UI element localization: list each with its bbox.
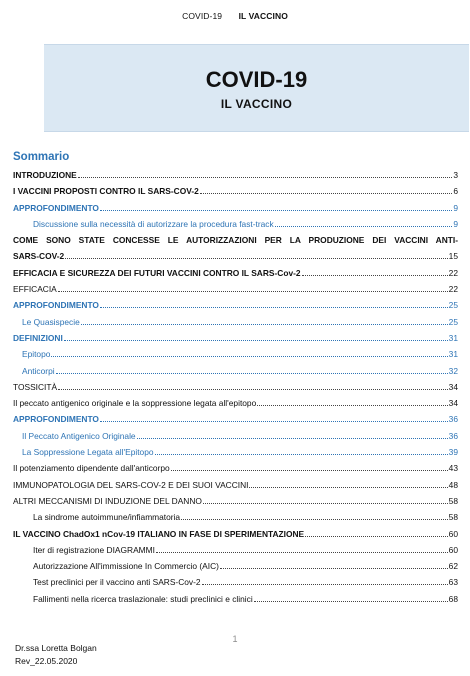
toc-entry-page: 60: [448, 544, 458, 555]
toc-entry-page: 31: [448, 332, 458, 343]
toc-leader-dots: [257, 396, 447, 406]
toc-entry[interactable]: [13, 411, 458, 427]
toc-leader-dots: [100, 298, 448, 308]
toc-entry-page: 34: [448, 398, 458, 409]
table-of-contents: [13, 167, 458, 607]
toc-entry-label: Test preclinici per il vaccino anti SARS-Cov-2: [33, 577, 201, 588]
toc-entry-page: 62: [448, 561, 458, 572]
toc-entry-label: DEFINIZIONI: [13, 332, 63, 343]
toc-entry[interactable]: [13, 444, 458, 460]
toc-entry[interactable]: [13, 558, 458, 574]
toc-entry[interactable]: [13, 477, 458, 493]
footer: [15, 642, 97, 668]
toc-leader-dots: [56, 364, 448, 374]
toc-leader-dots: [200, 184, 453, 194]
toc-entry-label: ALTRI MECCANISMI DI INDUZIONE DEL DANNO: [13, 495, 202, 506]
toc-entry[interactable]: [13, 428, 458, 444]
toc-entry-page: 43: [448, 463, 458, 474]
toc-entry[interactable]: [13, 493, 458, 509]
toc-entry-label: EFFICACIA E SICUREZZA DEI FUTURI VACCINI CONTRO IL SARS-Cov-2: [13, 267, 301, 278]
document-title: COVID-19: [205, 67, 308, 92]
toc-leader-dots: [156, 543, 448, 553]
toc-entry[interactable]: [13, 314, 458, 330]
toc-leader-dots: [220, 559, 448, 569]
toc-entry-label: EFFICACIA: [13, 284, 57, 295]
toc-entry[interactable]: [13, 216, 458, 232]
toc-entry-label: TOSSICITÀ: [13, 381, 58, 392]
toc-entry-label: APPROFONDIMENTO: [13, 414, 99, 425]
toc-entry-page: 39: [448, 447, 458, 458]
toc-entry-page: 31: [448, 349, 458, 360]
toc-leader-dots: [171, 461, 448, 471]
toc-entry-page: 63: [448, 577, 458, 588]
toc-entry[interactable]: [13, 591, 458, 607]
toc-entry[interactable]: [13, 265, 458, 281]
document-subtitle: IL VACCINO: [220, 97, 293, 111]
toc-entry-page: 36: [448, 414, 458, 425]
toc-entry[interactable]: [13, 526, 458, 542]
toc-heading: Sommario: [13, 151, 70, 163]
toc-entry[interactable]: [13, 167, 458, 183]
toc-entry-page: 25: [448, 300, 458, 311]
toc-entry-label: Epitopo: [22, 349, 51, 360]
toc-entry-label: Fallimenti nella ricerca traslazionale: studi preclinici e clinici: [33, 593, 253, 604]
toc-leader-dots: [64, 331, 448, 341]
toc-entry-label-line2: SARS-COV-2: [13, 251, 65, 262]
toc-entry-page: 68: [448, 593, 458, 604]
toc-leader-dots: [58, 282, 448, 292]
toc-entry-page: 22: [448, 267, 458, 278]
toc-entry[interactable]: [13, 542, 458, 558]
toc-leader-dots: [100, 412, 448, 422]
toc-entry-label: Il peccato antigenico originale e la soppressione legata all'epitopo: [13, 398, 257, 409]
toc-entry-label: INTRODUZIONE: [13, 170, 77, 180]
toc-entry[interactable]: [13, 297, 458, 313]
toc-entry[interactable]: [13, 395, 458, 411]
page-number: 1: [232, 634, 238, 644]
toc-leader-dots: [65, 249, 447, 259]
header-left-text: COVID-19: [182, 11, 223, 21]
toc-entry-label: La Soppressione Legata all'Epitopo: [22, 447, 154, 458]
toc-entry-page: 36: [448, 430, 458, 441]
toc-entry-label: Le Quasispecie: [22, 316, 80, 327]
toc-leader-dots: [137, 429, 448, 439]
toc-entry[interactable]: [13, 346, 458, 362]
toc-leader-dots: [51, 347, 447, 357]
toc-leader-dots: [249, 478, 447, 488]
toc-leader-dots: [155, 445, 448, 455]
toc-leader-dots: [202, 575, 448, 585]
toc-entry-label: I VACCINI PROPOSTI CONTRO IL SARS-COV-2: [13, 186, 199, 197]
toc-entry[interactable]: [13, 379, 458, 395]
toc-entry-page: 6: [453, 186, 458, 197]
toc-entry-page: 3: [453, 170, 458, 180]
toc-entry-label: IMMUNOPATOLOGIA DEL SARS-COV-2 E DEI SUOI VACCINI: [13, 479, 249, 490]
toc-entry-page: 58: [448, 495, 458, 506]
toc-leader-dots: [181, 510, 448, 520]
toc-entry-page: 15: [448, 251, 458, 262]
running-header: [0, 11, 470, 21]
toc-entry[interactable]: [13, 574, 458, 590]
toc-entry-label: IL VACCINO ChadOx1 nCov-19 ITALIANO IN FASE DI SPERIMENTAZIONE: [13, 528, 305, 539]
toc-entry-label: Anticorpi: [22, 365, 55, 376]
toc-entry-page: 9: [453, 202, 458, 213]
toc-leader-dots: [302, 266, 448, 276]
toc-entry-label: APPROFONDIMENTO: [13, 202, 99, 213]
toc-entry[interactable]: [13, 330, 458, 346]
toc-leader-dots: [100, 201, 452, 211]
toc-entry-label: Iter di registrazione DIAGRAMMI: [33, 544, 155, 555]
toc-entry-page: 34: [448, 381, 458, 392]
toc-leader-dots: [275, 217, 453, 227]
toc-entry-page: 60: [448, 528, 458, 539]
toc-entry[interactable]: [13, 200, 458, 216]
footer-revision: Rev_22.05.2020: [15, 656, 78, 666]
toc-entry-page: 9: [453, 218, 458, 229]
toc-leader-dots: [78, 168, 453, 178]
toc-leader-dots: [58, 380, 448, 390]
toc-entry-label-line1: COME SONO STATE CONCESSE LE AUTORIZZAZIONI PER LA PRODUZIONE DEI VACCINI ANTI-: [13, 235, 458, 246]
toc-entry-label: La sindrome autoimmune/infiammatoria: [33, 512, 181, 523]
toc-leader-dots: [254, 592, 448, 602]
toc-entry-label: APPROFONDIMENTO: [13, 300, 99, 311]
toc-entry[interactable]: [13, 363, 458, 379]
toc-entry[interactable]: [13, 281, 458, 297]
toc-entry[interactable]: [13, 183, 458, 199]
toc-entry-label: Discussione sulla necessità di autorizzare la procedura fast-track: [33, 218, 274, 229]
toc-entry-page: 48: [448, 479, 458, 490]
toc-entry-page: 58: [448, 512, 458, 523]
header-right-text: IL VACCINO: [238, 11, 288, 21]
footer-author: Dr.ssa Loretta Bolgan: [15, 643, 97, 653]
toc-entry-page: 32: [448, 365, 458, 376]
toc-entry-label: Autorizzazione All'immissione In Commercio (AIC): [33, 561, 219, 572]
toc-entry[interactable]: [13, 232, 458, 265]
toc-entry[interactable]: [13, 460, 458, 476]
toc-leader-dots: [203, 494, 448, 504]
title-box: [44, 44, 469, 132]
toc-entry-label: Il potenziamento dipendente dall'anticorpo: [13, 463, 170, 474]
toc-entry[interactable]: [13, 509, 458, 525]
toc-leader-dots: [81, 315, 448, 325]
toc-entry-label: Il Peccato Antigenico Originale: [22, 430, 136, 441]
toc-entry-page: 22: [448, 284, 458, 295]
toc-leader-dots: [305, 527, 448, 537]
toc-entry-page: 25: [448, 316, 458, 327]
